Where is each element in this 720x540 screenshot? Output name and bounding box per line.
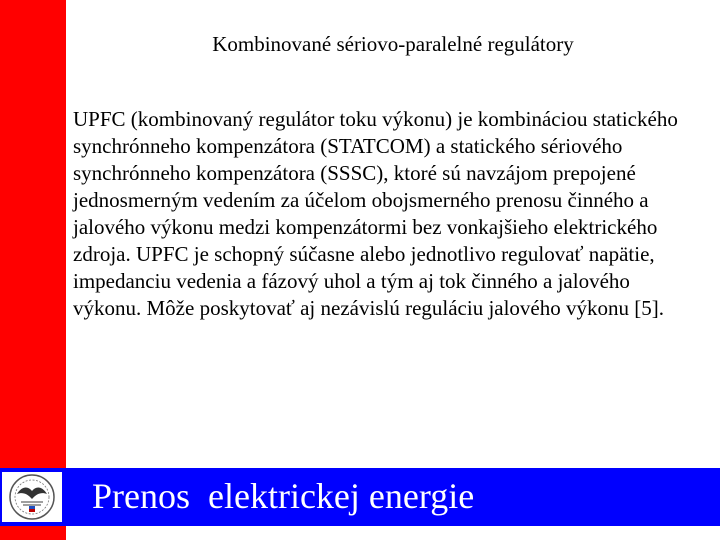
university-seal-icon	[2, 472, 62, 522]
slide-title: Kombinované sériovo-paralelné regulátory	[212, 32, 574, 56]
slide-body-text: UPFC (kombinovaný regulátor toku výkonu) je kombináciou statického synchrónneho kompenzátora (STATCOM) a statického sériového synchrónneho kompenzátora (SSSC), ktoré sú navzájom prepojené jednosmerným vedením za účelom obojsmerného prenosu činného a jalového výkonu medzi kompenzátormi bez vonkajšieho elektrického zdroja. UPFC je schopný súčasne alebo jednotlivo regulovať napätie, impedanciu vedenia a fázový uhol a tým aj tok činného a jalového výkonu. Môže poskytovať aj nezávislú reguláciu jalového výkonu [5].	[73, 107, 678, 320]
side-accent-band	[0, 0, 66, 540]
footer-title: Prenos elektrickej energie	[92, 476, 475, 516]
